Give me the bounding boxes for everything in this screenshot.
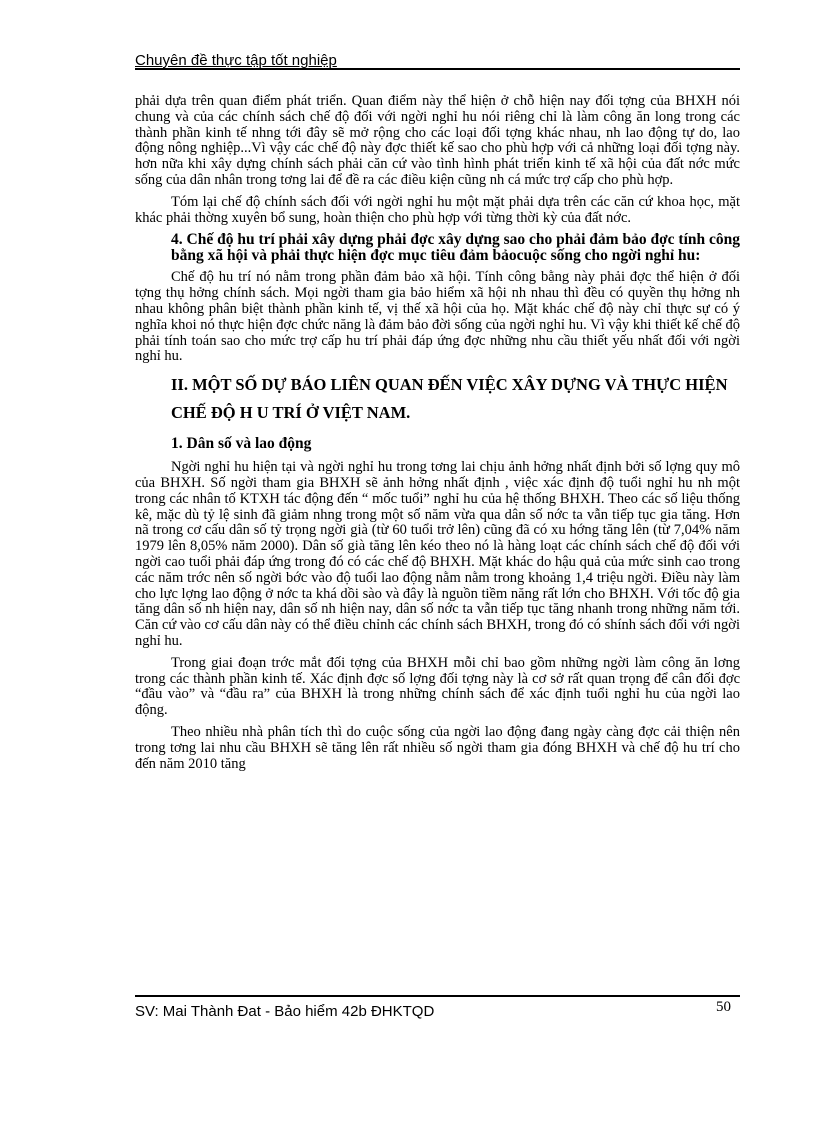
header-title: Chuyên đề thực tập tốt nghiệp [135, 52, 337, 69]
paragraph-1: phải dựa trên quan điểm phát triển. Quan điểm này thể hiện ở chỗ hiện nay đối tợng của BHXH nói chung và của các chính sách chế độ đối với ngời nghỉ hu nói riêng chỉ là làm công ăn long trong các thành phần kinh tế nhng tới đây sẽ mở rộng cho các loại đối tợng khác nhau, nh lao động tự do, lao động nông nghiệp...Vì vậy các chế độ này đợc thiết kế sao cho phù hợp với cả những loại đối tợng này. hơn nữa khi xây dựng chính sách phải căn cứ vào tình hình phát triển kinh tế xã hội của đất nớc mức sống của dân nhân trong tơng lai để đề ra các điều kiện cũng nh cá mức trợ cấp cho phù hợp. [135, 93, 740, 188]
paragraph-3: Chế độ hu trí nó nằm trong phần đảm bảo xã hội. Tính công bằng này phải đợc thể hiện ở đối tợng thụ hởng chính sách. Mọi ngời tham gia bảo hiểm xã hội nh nhau thì đều có quyền thụ hởng nh nhau không phân biệt thành phần kinh tế, vị thế xã hội của họ. Mặt khác chế độ này chỉ thực sự có ý nghĩa khoi nó thực hiện đợc chức năng là đảm bảo đời sống của ngời nghỉ hu. Vì vậy khi thiết kế chế độ phải tính toán sao cho mức trợ cấp hu trí phải đáp ứng đợc những nhu cầu thiết yếu nhất đối với ngời nghỉ hu. [135, 269, 740, 365]
paragraph-5: Trong giai đoạn trớc mắt đối tợng của BHXH mỗi chỉ bao gồm những ngời làm công ăn lơng trong các thành phần kinh tế. Xác định đợc số lợng đối tợng này là cơ sở rất quan trọng để cân đối đợc “đầu vào” và “đầu ra” của BHXH là trong những chính sách để xác định tuổi nghỉ hu của ngời lao động. [135, 654, 740, 719]
section-4-heading: 4. Chế độ hu trí phải xây dựng phải đợc xây dựng sao cho phải đảm bảo đợc tính công bằng xã hội và phải thực hiện đợc mục tiêu đảm bảocuộc sống cho ngời nghỉ hu: [171, 231, 740, 265]
header-rule [135, 68, 740, 70]
page-header [135, 52, 740, 70]
paragraph-4: Ngời nghỉ hu hiện tại và ngời nghỉ hu trong tơng lai chịu ảnh hởng nhất định bởi số lợng quy mô của BHXH. Số ngời tham gia BHXH sẽ ảnh hởng nhất định , việc xác định độ tuổi nghỉ hu nh một trong các nhân tố KTXH tác động đến “ mốc tuổi” nghỉ hu của hệ thống BHXH. Theo các số liệu thống kê, mặc dù tỷ lệ sinh đã giảm nhng trong một số năm vừa qua dân số nớc ta vẫn tiếp tục gia tăng. Hơn nã trong cơ cấu dân số tỷ trọng ngời già (từ 60 tuổi trở lên) cũng đã có xu hớng tăng lên (từ 7,04% năm 1979 lên 8,05% năm 2000). Dân số già tăng lên kéo theo nó là hàng loạt các chính sách chế độ đối với ngời cao tuổi phải đáp ứng trong đó có các chế độ BHXH. Mặt khác do hậu quả của mức sinh cao trong các năm trớc nên số ngời bớc vào độ tuổi lao động nằm nằm trong khoảng 1,4 triệu ngời. Điều này làm cho lực lợng lao động ở nớc ta khá dồi sào và đây là nguồn tiềm năng rất lớn cho BHXH. Với tốc độ gia tăng dân số nh hiện nay, dân số nh hiện nay, dân số nớc ta vẫn tiếp tục tăng nhanh trong những năm tới. Căn cứ vào cơ cấu dân này có thể điều chỉnh các chính sách BHXH, trong đó có shính sách đối với ngời nghỉ hu. [135, 459, 740, 649]
chapter-2-heading: II. MỘT SỐ DỰ BÁO LIÊN QUAN ĐẾN VIỆC XÂY DỰNG VÀ THỰC HIỆN CHẾ ĐỘ H U TRÍ Ở VIỆT NAM. [171, 375, 728, 423]
paragraph-2: Tóm lại chế độ chính sách đối với ngời nghỉ hu một mặt phải dựa trên các căn cứ khoa học, mặt khác phải thờng xuyên bổ sung, hoàn thiện cho phù hợp với từng thời kỳ của đất nớc. [135, 193, 740, 226]
page-number: 50 [716, 999, 731, 1015]
document-body [135, 94, 740, 778]
subsection-1-heading: 1. Dân số và lao động [171, 435, 312, 453]
footer-rule [135, 995, 740, 997]
footer-author: SV: Mai Thành Đat - Bảo hiểm 42b ĐHKTQD [135, 1003, 435, 1020]
paragraph-6: Theo nhiều nhà phân tích thì do cuộc sống của ngời lao động đang ngày càng đợc cải thiện nên trong tơng lai nhu cầu BHXH sẽ tăng lên rất nhiều số ngời tham gia đóng BHXH và chế độ hu trí cho đến năm 2010 tăng [135, 723, 740, 772]
